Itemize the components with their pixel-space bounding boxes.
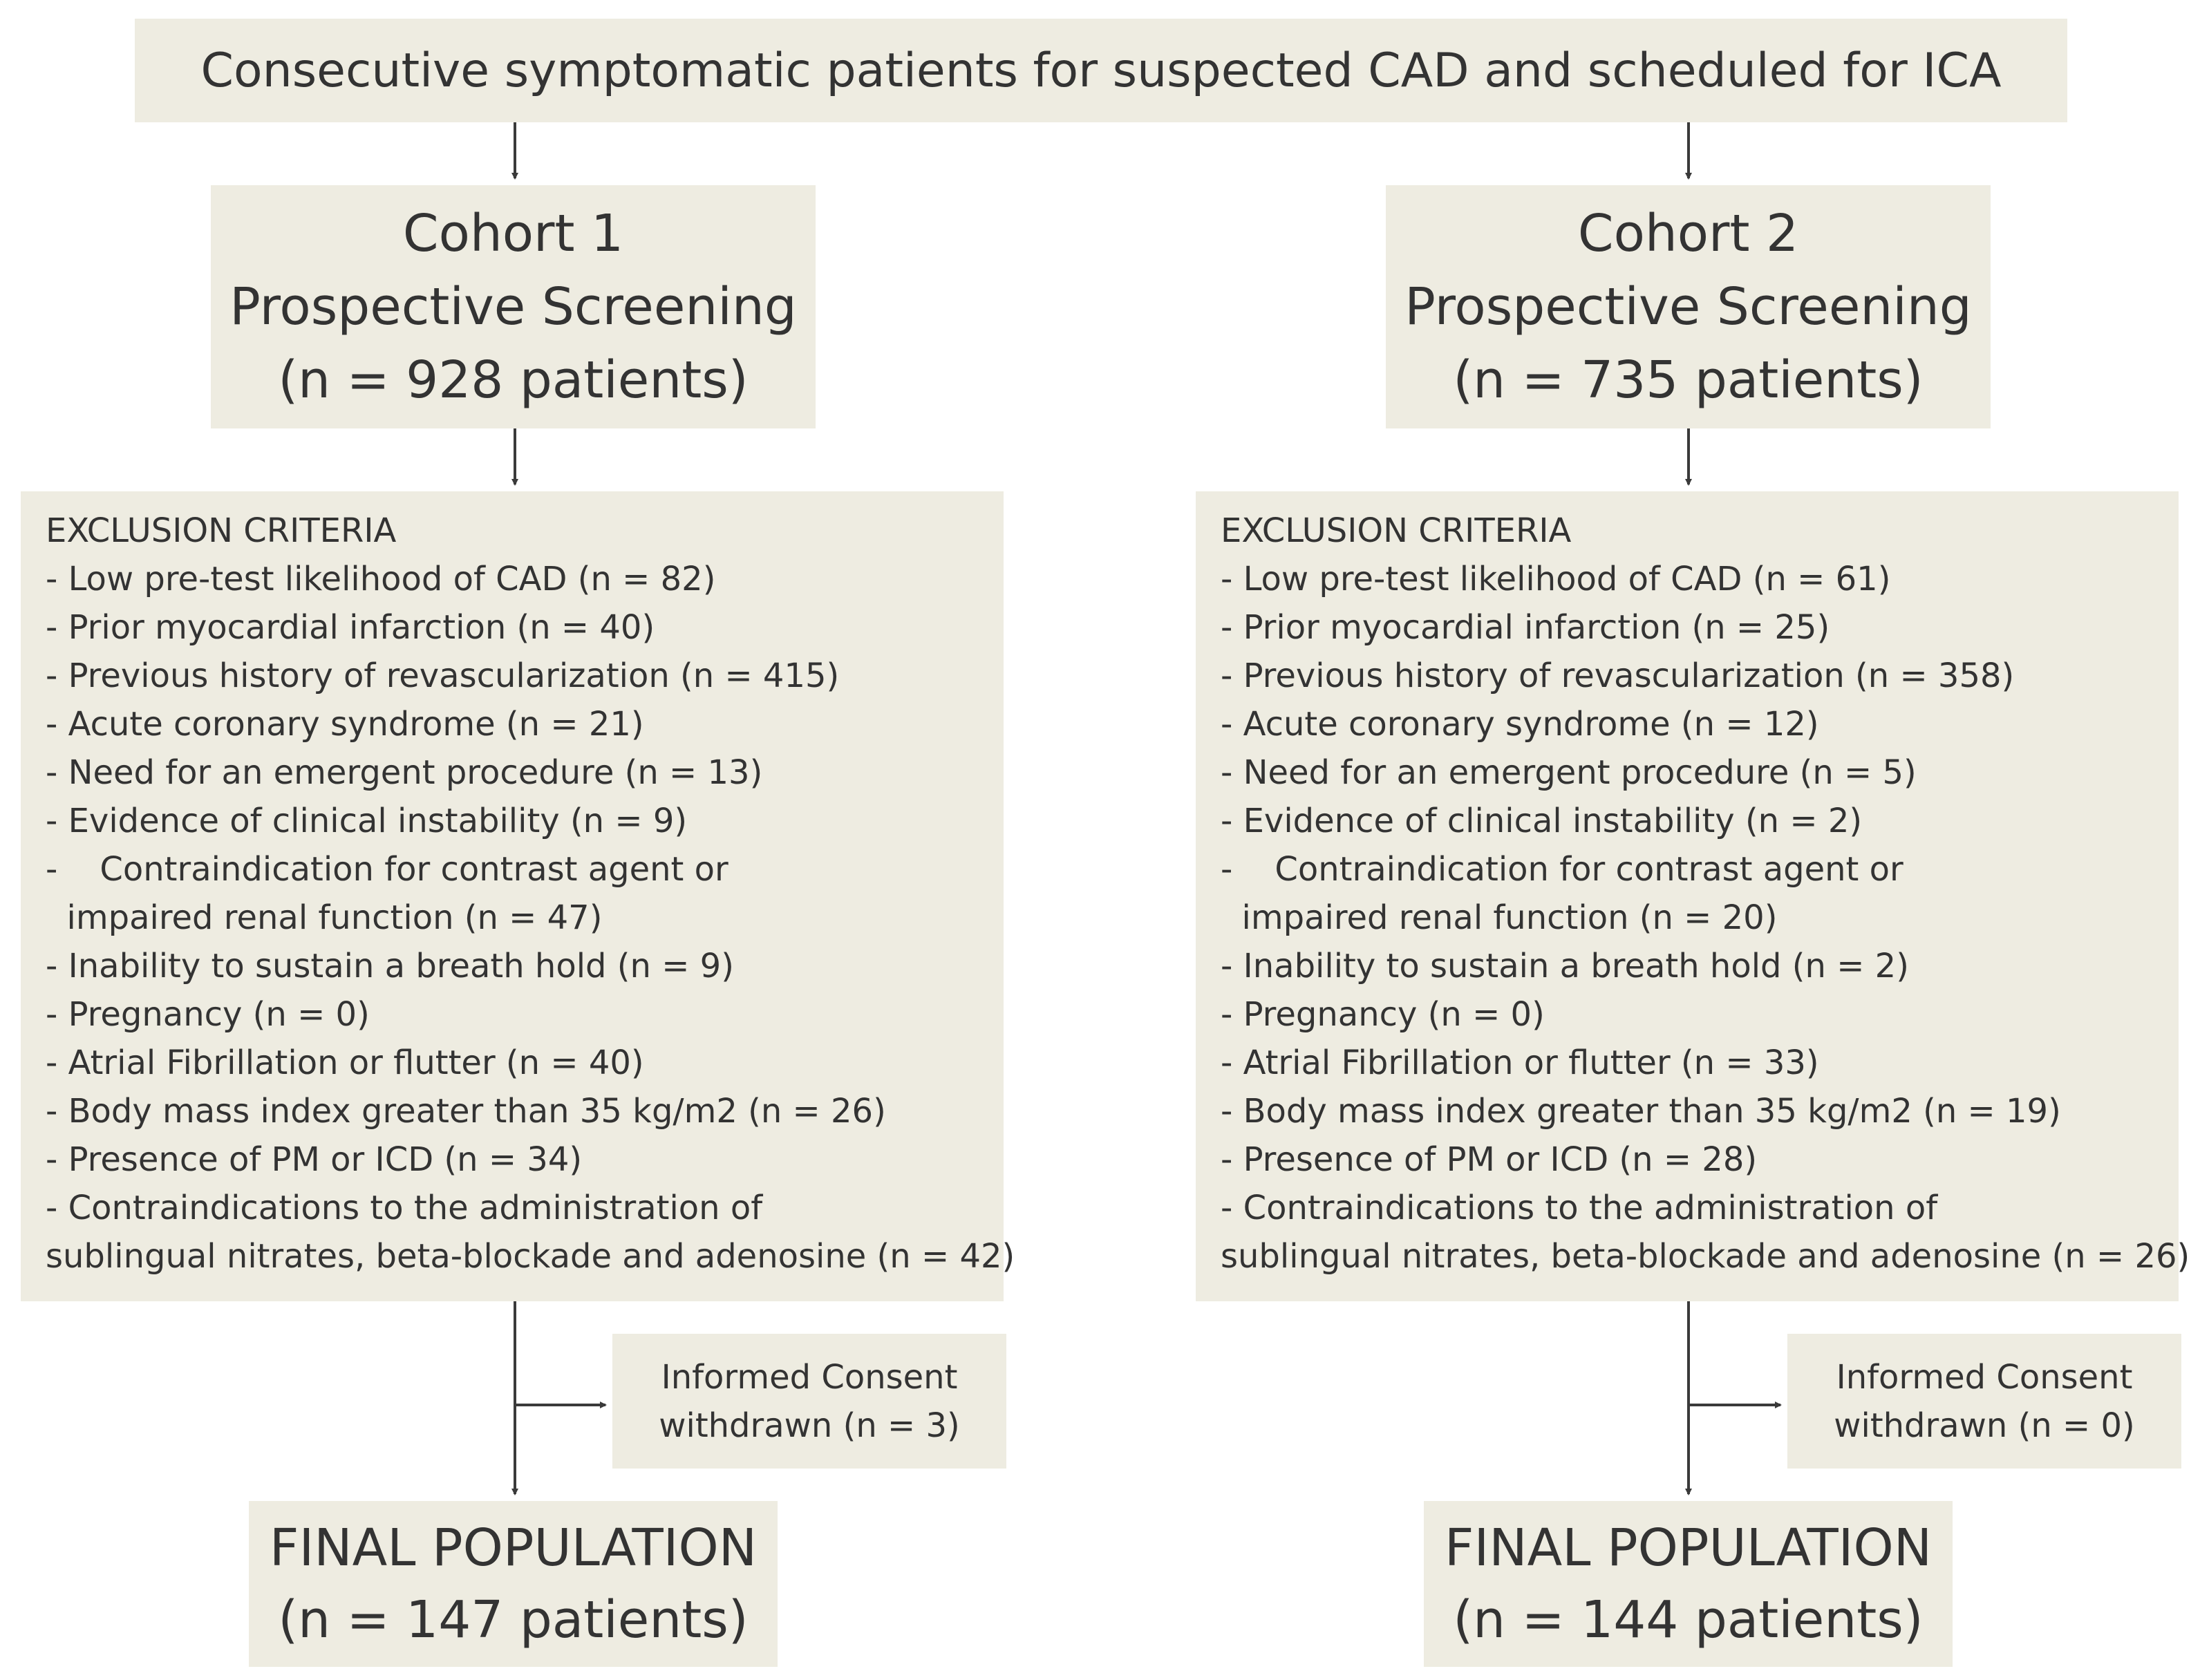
cohort1-exclusion-title: EXCLUSION CRITERIA (46, 511, 397, 550)
exclusion-item: - Contraindications to the administration of (46, 1189, 763, 1227)
exclusion-item: - Pregnancy (n = 0) (1221, 995, 1545, 1034)
exclusion-item: - Inability to sustain a breath hold (n = 2) (1221, 947, 1909, 985)
exclusion-item: - Low pre-test likelihood of CAD (n = 61) (1221, 560, 1891, 598)
cohort1-final-count: (n = 147 patients) (278, 1590, 749, 1650)
cohort2-consent-box (1787, 1334, 2181, 1469)
exclusion-item: - Body mass index greater than 35 kg/m2 (n = 19) (1221, 1092, 2061, 1131)
cohort2-box (1386, 185, 1991, 428)
exclusion-item: - Need for an emergent procedure (n = 13) (46, 753, 763, 792)
exclusion-item: - Previous history of revascularization (n = 358) (1221, 657, 2015, 695)
exclusion-item: - Presence of PM or ICD (n = 34) (46, 1140, 583, 1179)
exclusion-item: - Prior myocardial infarction (n = 40) (46, 608, 655, 647)
exclusion-item: - Contraindication for contrast agent or (1221, 850, 1903, 889)
exclusion-item: sublingual nitrates, beta-blockade and adenosine (n = 26) (1221, 1237, 2190, 1276)
cohort1-screening: Prospective Screening (229, 277, 797, 337)
cohort2-final-box (1424, 1501, 1953, 1667)
cohort1-final-title: FINAL POPULATION (269, 1518, 758, 1578)
exclusion-item: - Presence of PM or ICD (n = 28) (1221, 1140, 1758, 1179)
exclusion-item: - Contraindication for contrast agent or (46, 850, 728, 889)
exclusion-item: - Atrial Fibrillation or flutter (n = 33) (1221, 1044, 1819, 1082)
cohort2-consent-line2: withdrawn (n = 0) (1834, 1406, 2135, 1445)
exclusion-item: - Low pre-test likelihood of CAD (n = 82) (46, 560, 716, 598)
cohort1-title: Cohort 1 (402, 204, 624, 263)
cohort2-count: (n = 735 patients) (1453, 350, 1924, 410)
exclusion-item: - Evidence of clinical instability (n = 2) (1221, 802, 1863, 840)
exclusion-item: - Contraindications to the administration of (1221, 1189, 1938, 1227)
cohort1-consent-line1: Informed Consent (661, 1357, 958, 1397)
cohort2-title: Cohort 2 (1577, 204, 1799, 263)
exclusion-item: - Evidence of clinical instability (n = 9) (46, 802, 688, 840)
exclusion-item: - Body mass index greater than 35 kg/m2 (n = 26) (46, 1092, 886, 1131)
cohort2-exclusion-box (1196, 491, 2190, 1301)
exclusion-item: - Inability to sustain a breath hold (n = 9) (46, 947, 734, 985)
cohort1-final-box (249, 1501, 778, 1667)
cohort1-consent-box (612, 1334, 1006, 1469)
cohort1-box (211, 185, 816, 428)
exclusion-item: - Prior myocardial infarction (n = 25) (1221, 608, 1830, 647)
exclusion-item: impaired renal function (n = 20) (1221, 898, 1778, 937)
exclusion-item: - Pregnancy (n = 0) (46, 995, 370, 1034)
exclusion-item: - Acute coronary syndrome (n = 12) (1221, 705, 1819, 744)
top-box-text: Consecutive symptomatic patients for suspected CAD and scheduled for ICA (200, 43, 2002, 98)
exclusion-item: - Atrial Fibrillation or flutter (n = 40) (46, 1044, 644, 1082)
cohort1-count: (n = 928 patients) (278, 350, 749, 410)
cohort1-consent-line2: withdrawn (n = 3) (659, 1406, 960, 1445)
exclusion-item: - Acute coronary syndrome (n = 21) (46, 705, 644, 744)
cohort2-final-title: FINAL POPULATION (1444, 1518, 1933, 1578)
cohort1-exclusion-box (21, 491, 1015, 1301)
exclusion-item: impaired renal function (n = 47) (46, 898, 603, 937)
cohort2-final-count: (n = 144 patients) (1453, 1590, 1924, 1650)
exclusion-item: - Need for an emergent procedure (n = 5) (1221, 753, 1917, 792)
cohort2-exclusion-title: EXCLUSION CRITERIA (1221, 511, 1572, 550)
exclusion-item: sublingual nitrates, beta-blockade and adenosine (n = 42) (46, 1237, 1015, 1276)
cohort2-screening: Prospective Screening (1404, 277, 1972, 337)
cohort2-consent-line1: Informed Consent (1836, 1357, 2133, 1397)
exclusion-item: - Previous history of revascularization (n = 415) (46, 657, 840, 695)
top-box (135, 19, 2067, 122)
